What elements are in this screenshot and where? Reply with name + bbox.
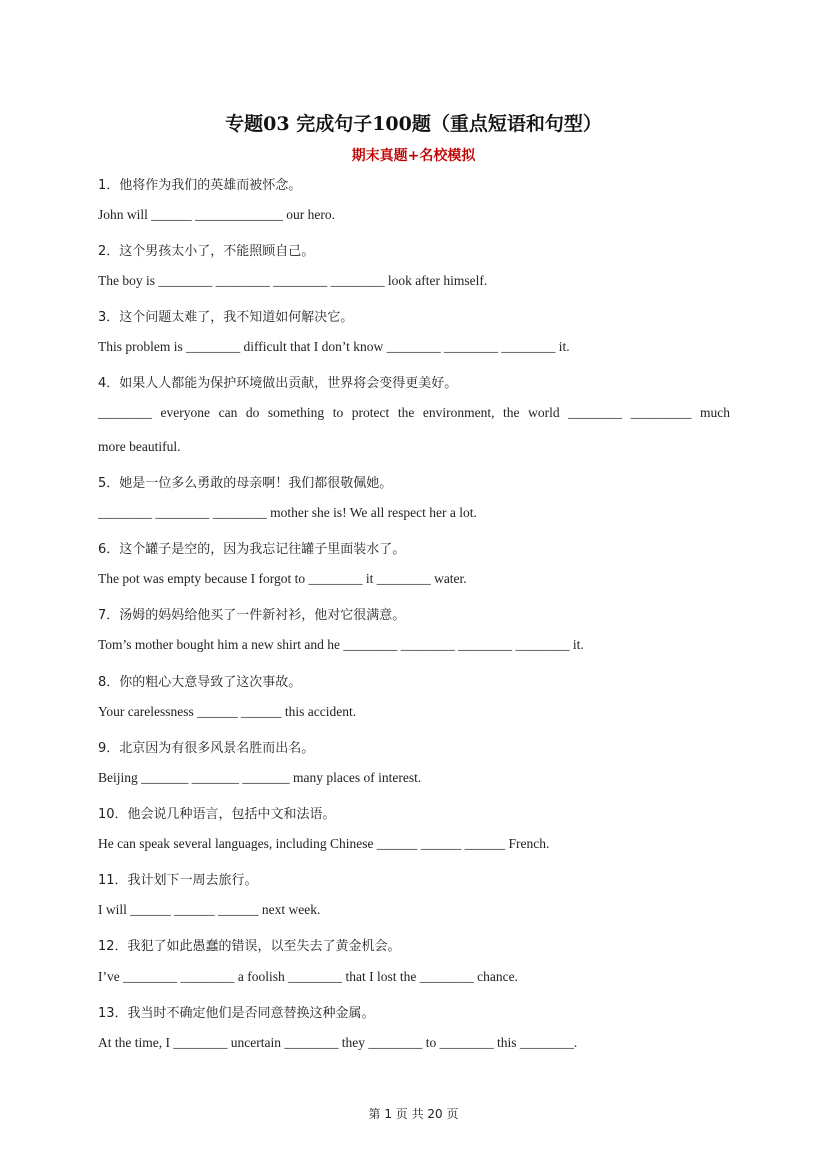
answer-line-3: This problem is ________ difficult that I don’t know ________ ________ ________ it. (98, 339, 570, 354)
answer-line-1: John will ______ _____________ our hero. (98, 207, 335, 222)
question-4: 4．如果人人都能为保护环境做出贡献，世界将会变得更美好。 (98, 376, 458, 391)
answer-line-6: The pot was empty because I forgot to ________ it ________ water. (98, 571, 467, 586)
answer-line-11: I will ______ ______ ______ next week. (98, 902, 321, 917)
page-title: 专题03 完成句子100题（重点短语和句型） (225, 113, 602, 135)
answer-line-4-continued: more beautiful. (98, 439, 181, 454)
answer-line-12: I’ve ________ ________ a foolish ________ that I lost the ________ chance. (98, 969, 518, 984)
question-3: 3．这个问题太难了，我不知道如何解决它。 (98, 310, 354, 325)
page-subtitle: 期末真题+名校模拟 (351, 148, 476, 164)
question-6: 6．这个罐子是空的，因为我忘记往罐子里面装水了。 (98, 542, 406, 557)
question-2: 2．这个男孩太小了，不能照顾自己。 (98, 244, 315, 259)
question-13: 13．我当时不确定他们是否同意替换这种金属。 (98, 1006, 375, 1021)
answer-line-2: The boy is ________ ________ ________ ________ look after himself. (98, 273, 488, 288)
question-8: 8．你的粗心大意导致了这次事故。 (98, 675, 302, 690)
answer-line-10: He can speak several languages, including Chinese ______ ______ ______ French. (98, 836, 550, 851)
question-9: 9．北京因为有很多风景名胜而出名。 (98, 741, 315, 756)
answer-line-13: At the time, I ________ uncertain ________ they ________ to ________ this ________. (98, 1035, 578, 1050)
page-number-footer: 第 1 页 共 20 页 (368, 1107, 459, 1121)
question-11: 11．我计划下一周去旅行。 (98, 873, 258, 888)
question-7: 7．汤姆的妈妈给他买了一件新衬衫，他对它很满意。 (98, 608, 406, 623)
answer-line-5: ________ ________ ________ mother she is! We all respect her a lot. (98, 505, 477, 520)
answer-line-9: Beijing _______ _______ _______ many places of interest. (98, 770, 422, 785)
question-1: 1．他将作为我们的英雄而被怀念。 (98, 178, 302, 193)
question-5: 5．她是一位多么勇敢的母亲啊！我们都很敬佩她。 (98, 476, 393, 491)
answer-line-8: Your carelessness ______ ______ this accident. (98, 704, 357, 719)
answer-line-4: ________ everyone can do something to protect the environment, the world ________ _________ much (98, 405, 730, 420)
question-12: 12．我犯了如此愚蠢的错误，以至失去了黄金机会。 (98, 939, 401, 954)
question-10: 10．他会说几种语言，包括中文和法语。 (98, 807, 336, 822)
answer-line-7: Tom’s mother bought him a new shirt and he ________ ________ ________ ________ it. (98, 637, 584, 652)
